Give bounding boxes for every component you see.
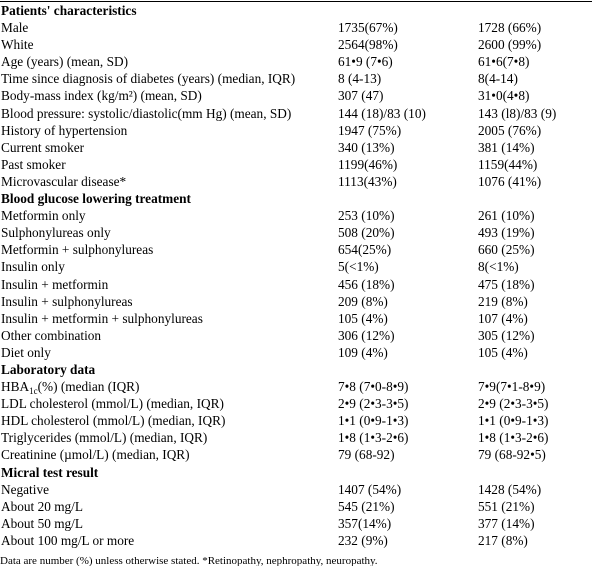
value-group-1: 253 (10%) <box>338 208 395 224</box>
table-row <box>0 122 592 139</box>
table-row <box>0 105 592 122</box>
table-row <box>0 36 592 53</box>
row-label: Body-mass index (kg/m²) (mean, SD) <box>1 88 202 104</box>
value-group-2: 1•8 (1•3-2•6) <box>478 430 549 446</box>
value-group-1: 456 (18%) <box>338 276 395 292</box>
row-label: About 50 mg/L <box>1 515 83 531</box>
table-row <box>0 139 592 156</box>
section-heading: Laboratory data <box>1 361 96 377</box>
row-label: About 100 mg/L or more <box>1 532 135 548</box>
value-group-1: 654(25%) <box>338 242 392 258</box>
value-group-1: 306 (12%) <box>338 327 395 343</box>
value-group-1: 1•8 (1•3-2•6) <box>338 430 409 446</box>
value-group-2: 79 (68-92•5) <box>478 447 546 463</box>
row-label: Age (years) (mean, SD) <box>1 54 129 70</box>
table-row <box>0 344 592 361</box>
value-group-1: 105 (4%) <box>338 310 388 326</box>
value-group-1: 109 (4%) <box>338 344 388 360</box>
table-row <box>0 378 592 395</box>
row-label: Insulin only <box>1 259 65 275</box>
row-label: Past smoker <box>1 156 66 172</box>
value-group-1: 1947 (75%) <box>338 122 402 138</box>
table-row <box>0 53 592 70</box>
table-body <box>0 2 592 549</box>
row-label: Current smoker <box>1 139 85 155</box>
table-row <box>0 446 592 463</box>
table-row <box>0 207 592 224</box>
value-group-2: 31•0(4•8) <box>478 88 530 104</box>
row-label: Sulphonylureas only <box>1 225 111 241</box>
value-group-1: 1113(43%) <box>338 173 397 189</box>
value-group-2: 217 (8%) <box>478 532 528 548</box>
section-heading: Patients' characteristics <box>1 3 137 18</box>
value-group-1: 144 (18)/83 (10) <box>338 105 426 121</box>
row-label: Triglycerides (mmol/L) (median, IQR) <box>1 430 208 446</box>
value-group-2: 8(4-14) <box>478 71 518 87</box>
value-group-2: 61•6(7•8) <box>478 54 530 70</box>
row-label: Other combination <box>1 327 102 343</box>
row-label: Time since diagnosis of diabetes (years) (median, IQR) <box>1 71 296 87</box>
value-group-2: 551 (21%) <box>478 498 535 514</box>
value-group-2: 8(<1%) <box>478 259 519 275</box>
row-label: Diet only <box>1 344 51 360</box>
value-group-2: 1•1 (0•9-1•3) <box>478 413 549 429</box>
section-heading: Blood glucose lowering treatment <box>1 191 191 207</box>
row-label-subscript: 1c <box>29 386 38 397</box>
value-group-2: 1428 (54%) <box>478 481 542 497</box>
value-group-2: 1159(44%) <box>478 156 538 172</box>
table-row <box>0 224 592 241</box>
value-group-1: 61•9 (7•6) <box>338 54 393 70</box>
row-label: History of hypertension <box>1 122 128 138</box>
section-header-row <box>0 2 592 19</box>
table-row <box>0 310 592 327</box>
value-group-1: 8 (4-13) <box>338 71 382 87</box>
value-group-1: 545 (21%) <box>338 498 395 514</box>
row-label: Creatinine (µmol/L) (median, IQR) <box>1 447 190 463</box>
table-row <box>0 173 592 190</box>
value-group-2: 105 (4%) <box>478 344 528 360</box>
row-label: Insulin + metformin <box>1 276 109 292</box>
table-footnote: Data are number (%) unless otherwise stated. *Retinopathy, nephropathy, neuropathy. <box>0 555 378 566</box>
value-group-1: 1199(46%) <box>338 156 398 172</box>
table-row <box>0 395 592 412</box>
row-label: LDL cholesterol (mmol/L) (median, IQR) <box>1 396 224 412</box>
section-header-row <box>0 464 592 481</box>
row-label: Insulin + metformin + sulphonylureas <box>1 310 203 326</box>
value-group-2: 381 (14%) <box>478 139 535 155</box>
row-label: Metformin only <box>1 208 86 224</box>
table-row <box>0 481 592 498</box>
value-group-1: 307 (47) <box>338 88 384 104</box>
table-row <box>0 19 592 36</box>
value-group-1: 508 (20%) <box>338 225 395 241</box>
value-group-1: 340 (13%) <box>338 139 395 155</box>
value-group-2: 261 (10%) <box>478 208 535 224</box>
table-row <box>0 70 592 87</box>
value-group-2: 143 (l8)/83 (9) <box>478 105 557 121</box>
table-row <box>0 276 592 293</box>
table-row <box>0 515 592 532</box>
value-group-2: 377 (14%) <box>478 515 535 531</box>
row-label: Insulin + sulphonylureas <box>1 293 133 309</box>
section-header-row <box>0 190 592 207</box>
row-label: White <box>1 37 34 53</box>
table-row <box>0 241 592 258</box>
row-label: Microvascular disease* <box>1 173 127 189</box>
table-row <box>0 293 592 310</box>
row-label: Metformin + sulphonylureas <box>1 242 154 258</box>
row-label: Blood pressure: systolic/diastolic(mm Hg) (mean, SD) <box>1 105 292 121</box>
value-group-2: 660 (25%) <box>478 242 535 258</box>
value-group-1: 1•1 (0•9-1•3) <box>338 413 409 429</box>
value-group-1: 79 (68-92) <box>338 447 395 463</box>
value-group-1: 7•8 (7•0-8•9) <box>338 379 409 395</box>
table-row <box>0 156 592 173</box>
value-group-2: 107 (4%) <box>478 310 528 326</box>
table-row <box>0 532 592 549</box>
row-label: Male <box>1 20 29 36</box>
section-heading: Micral test result <box>1 464 99 480</box>
value-group-1: 1735(67%) <box>338 20 398 36</box>
value-group-1: 357(14%) <box>338 515 392 531</box>
row-label-main: HBA <box>1 379 30 395</box>
table-row <box>0 412 592 429</box>
value-group-1: 5(<1%) <box>338 259 379 275</box>
value-group-1: 2564(98%) <box>338 37 398 53</box>
value-group-2: 1076 (41%) <box>478 173 542 189</box>
row-label <box>0 378 337 395</box>
table-row <box>0 498 592 515</box>
value-group-1: 2•9 (2•3-3•5) <box>338 396 409 412</box>
row-label: Negative <box>1 481 49 497</box>
value-group-2: 2005 (76%) <box>478 122 542 138</box>
value-group-2: 1728 (66%) <box>478 20 542 36</box>
characteristics-table <box>0 2 592 549</box>
table-row <box>0 87 592 104</box>
value-group-1: 209 (8%) <box>338 293 388 309</box>
value-group-2: 493 (19%) <box>478 225 535 241</box>
value-group-2: 2600 (99%) <box>478 37 542 53</box>
table-row <box>0 429 592 446</box>
row-label: HDL cholesterol (mmol/L) (median, IQR) <box>1 413 226 429</box>
value-group-2: 219 (8%) <box>478 293 528 309</box>
value-group-1: 232 (9%) <box>338 532 388 548</box>
value-group-2: 475 (18%) <box>478 276 535 292</box>
row-label-rest: (%) (median (IQR) <box>37 379 140 395</box>
value-group-2: 2•9 (2•3-3•5) <box>478 396 549 412</box>
table-row <box>0 327 592 344</box>
value-group-1: 1407 (54%) <box>338 481 402 497</box>
row-label: About 20 mg/L <box>1 498 83 514</box>
value-group-2: 7•9(7•1-8•9) <box>478 379 546 395</box>
section-header-row <box>0 361 592 378</box>
value-group-2: 305 (12%) <box>478 327 535 343</box>
table-row <box>0 258 592 275</box>
